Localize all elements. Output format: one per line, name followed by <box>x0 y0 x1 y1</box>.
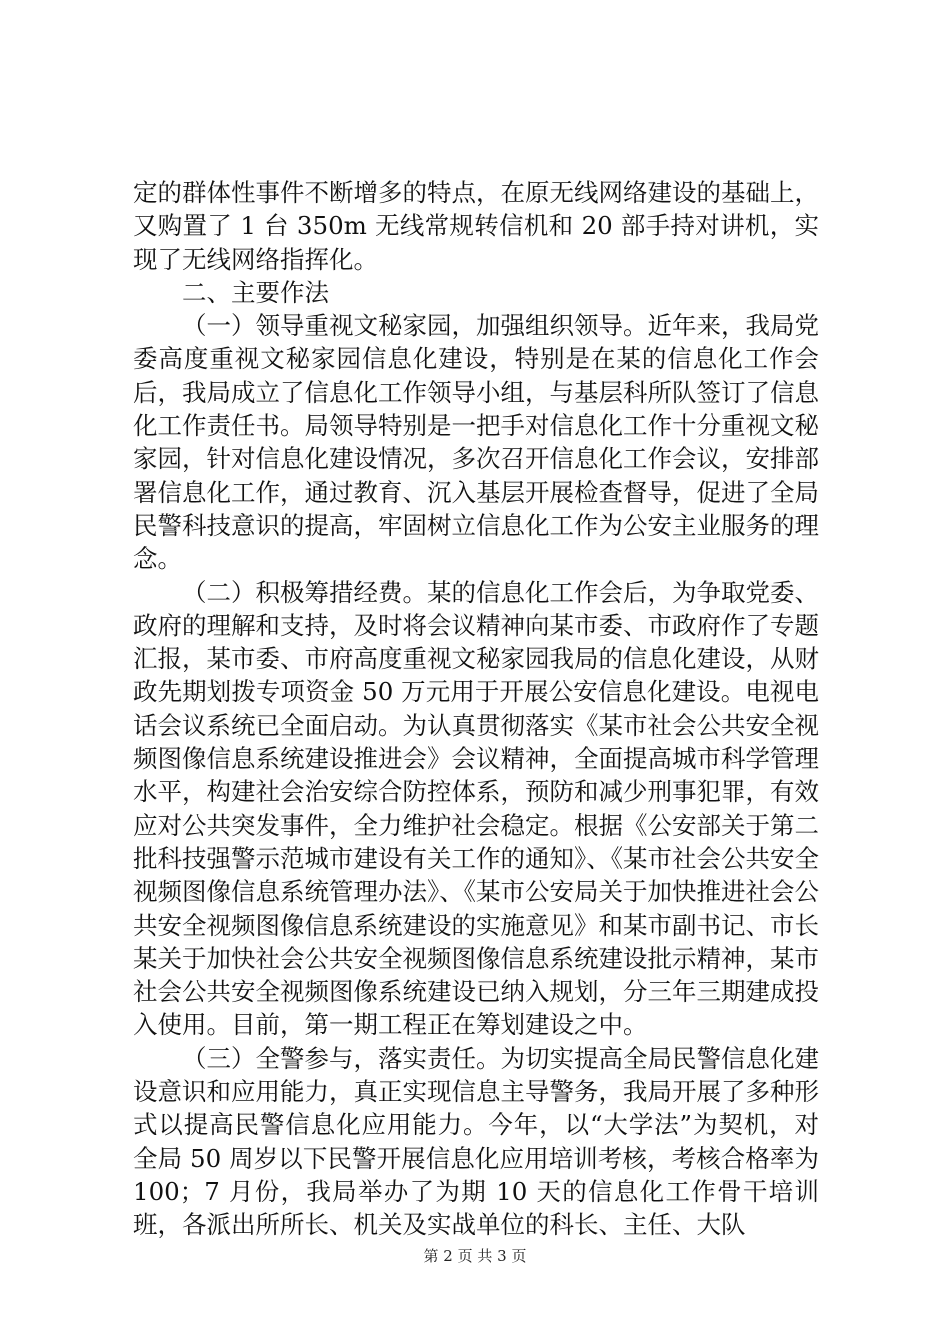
paragraph-leadership: （一）领导重视文秘家园，加强组织领导。近年来，我局党委高度重视文秘家园信息化建设，特别是在某的信息化工作会后，我局成立了信息化工作领导小组，与基层科所队签订了信息化工作责任书。局领导特别是一把手对信息化工作十分重视文秘家园，针对信息化建设情况，多次召开信息化工作会议，安排部署信息化工作，通过教育、沉入基层开展检查督导，促进了全局民警科技意识的提高，牢固树立信息化工作为公安主业服务的理念。 <box>133 311 819 574</box>
document-body <box>133 176 819 1242</box>
page-footer: 第 2 页 共 3 页 <box>423 1247 527 1265</box>
paragraph-continuation: 定的群体性事件不断增多的特点，在原无线网络建设的基础上，又购置了 1 台 350m 无线常规转信机和 20 部手持对讲机，实现了无线网络指挥化。 <box>133 178 819 274</box>
section-heading: 二、主要作法 <box>182 277 329 307</box>
paragraph-funding: （二）积极筹措经费。某的信息化工作会后，为争取党委、政府的理解和支持，及时将会议精神向某市委、市政府作了专题汇报，某市委、市府高度重视文秘家园我局的信息化建设，从财政先期划拨专项资金 50 万元用于开展公安信息化建设。电视电话会议系统已全面启动。为认真贯彻落实《某市社会公共安全视频图像信息系统建设推进会》会议精神，全面提高城市科学管理水平，构建社会治安综合防控体系，预防和减少刑事犯罪，有效应对公共突发事件，全力维护社会稳定。根据《公安部关于第二批科技强警示范城市建设有关工作的通知》、《某市社会公共安全视频图像信息系统管理办法》、《某市公安局关于加快推进社会公共安全视频图像信息系统建设的实施意见》和某市副书记、市长某关于加快社会公共安全视频图像信息系统建设批示精神，某市社会公共安全视频图像系统建设已纳入规划，分三年三期建成投入使用。目前，第一期工程正在筹划建设之中。 <box>133 577 819 1040</box>
paragraph-participation: （三）全警参与，落实责任。为切实提高全局民警信息化建设意识和应用能力，真正实现信息主导警务，我局开展了多种形式以提高民警信息化应用能力。今年，以“大学法”为契机，对全局 50 周岁以下民警开展信息化应用培训考核，考核合格率为 100；7 月份，我局举办了为期 10 天的信息化工作骨干培训班，各派出所所长、机关及实战单位的科长、主任、大队 <box>133 1043 819 1240</box>
